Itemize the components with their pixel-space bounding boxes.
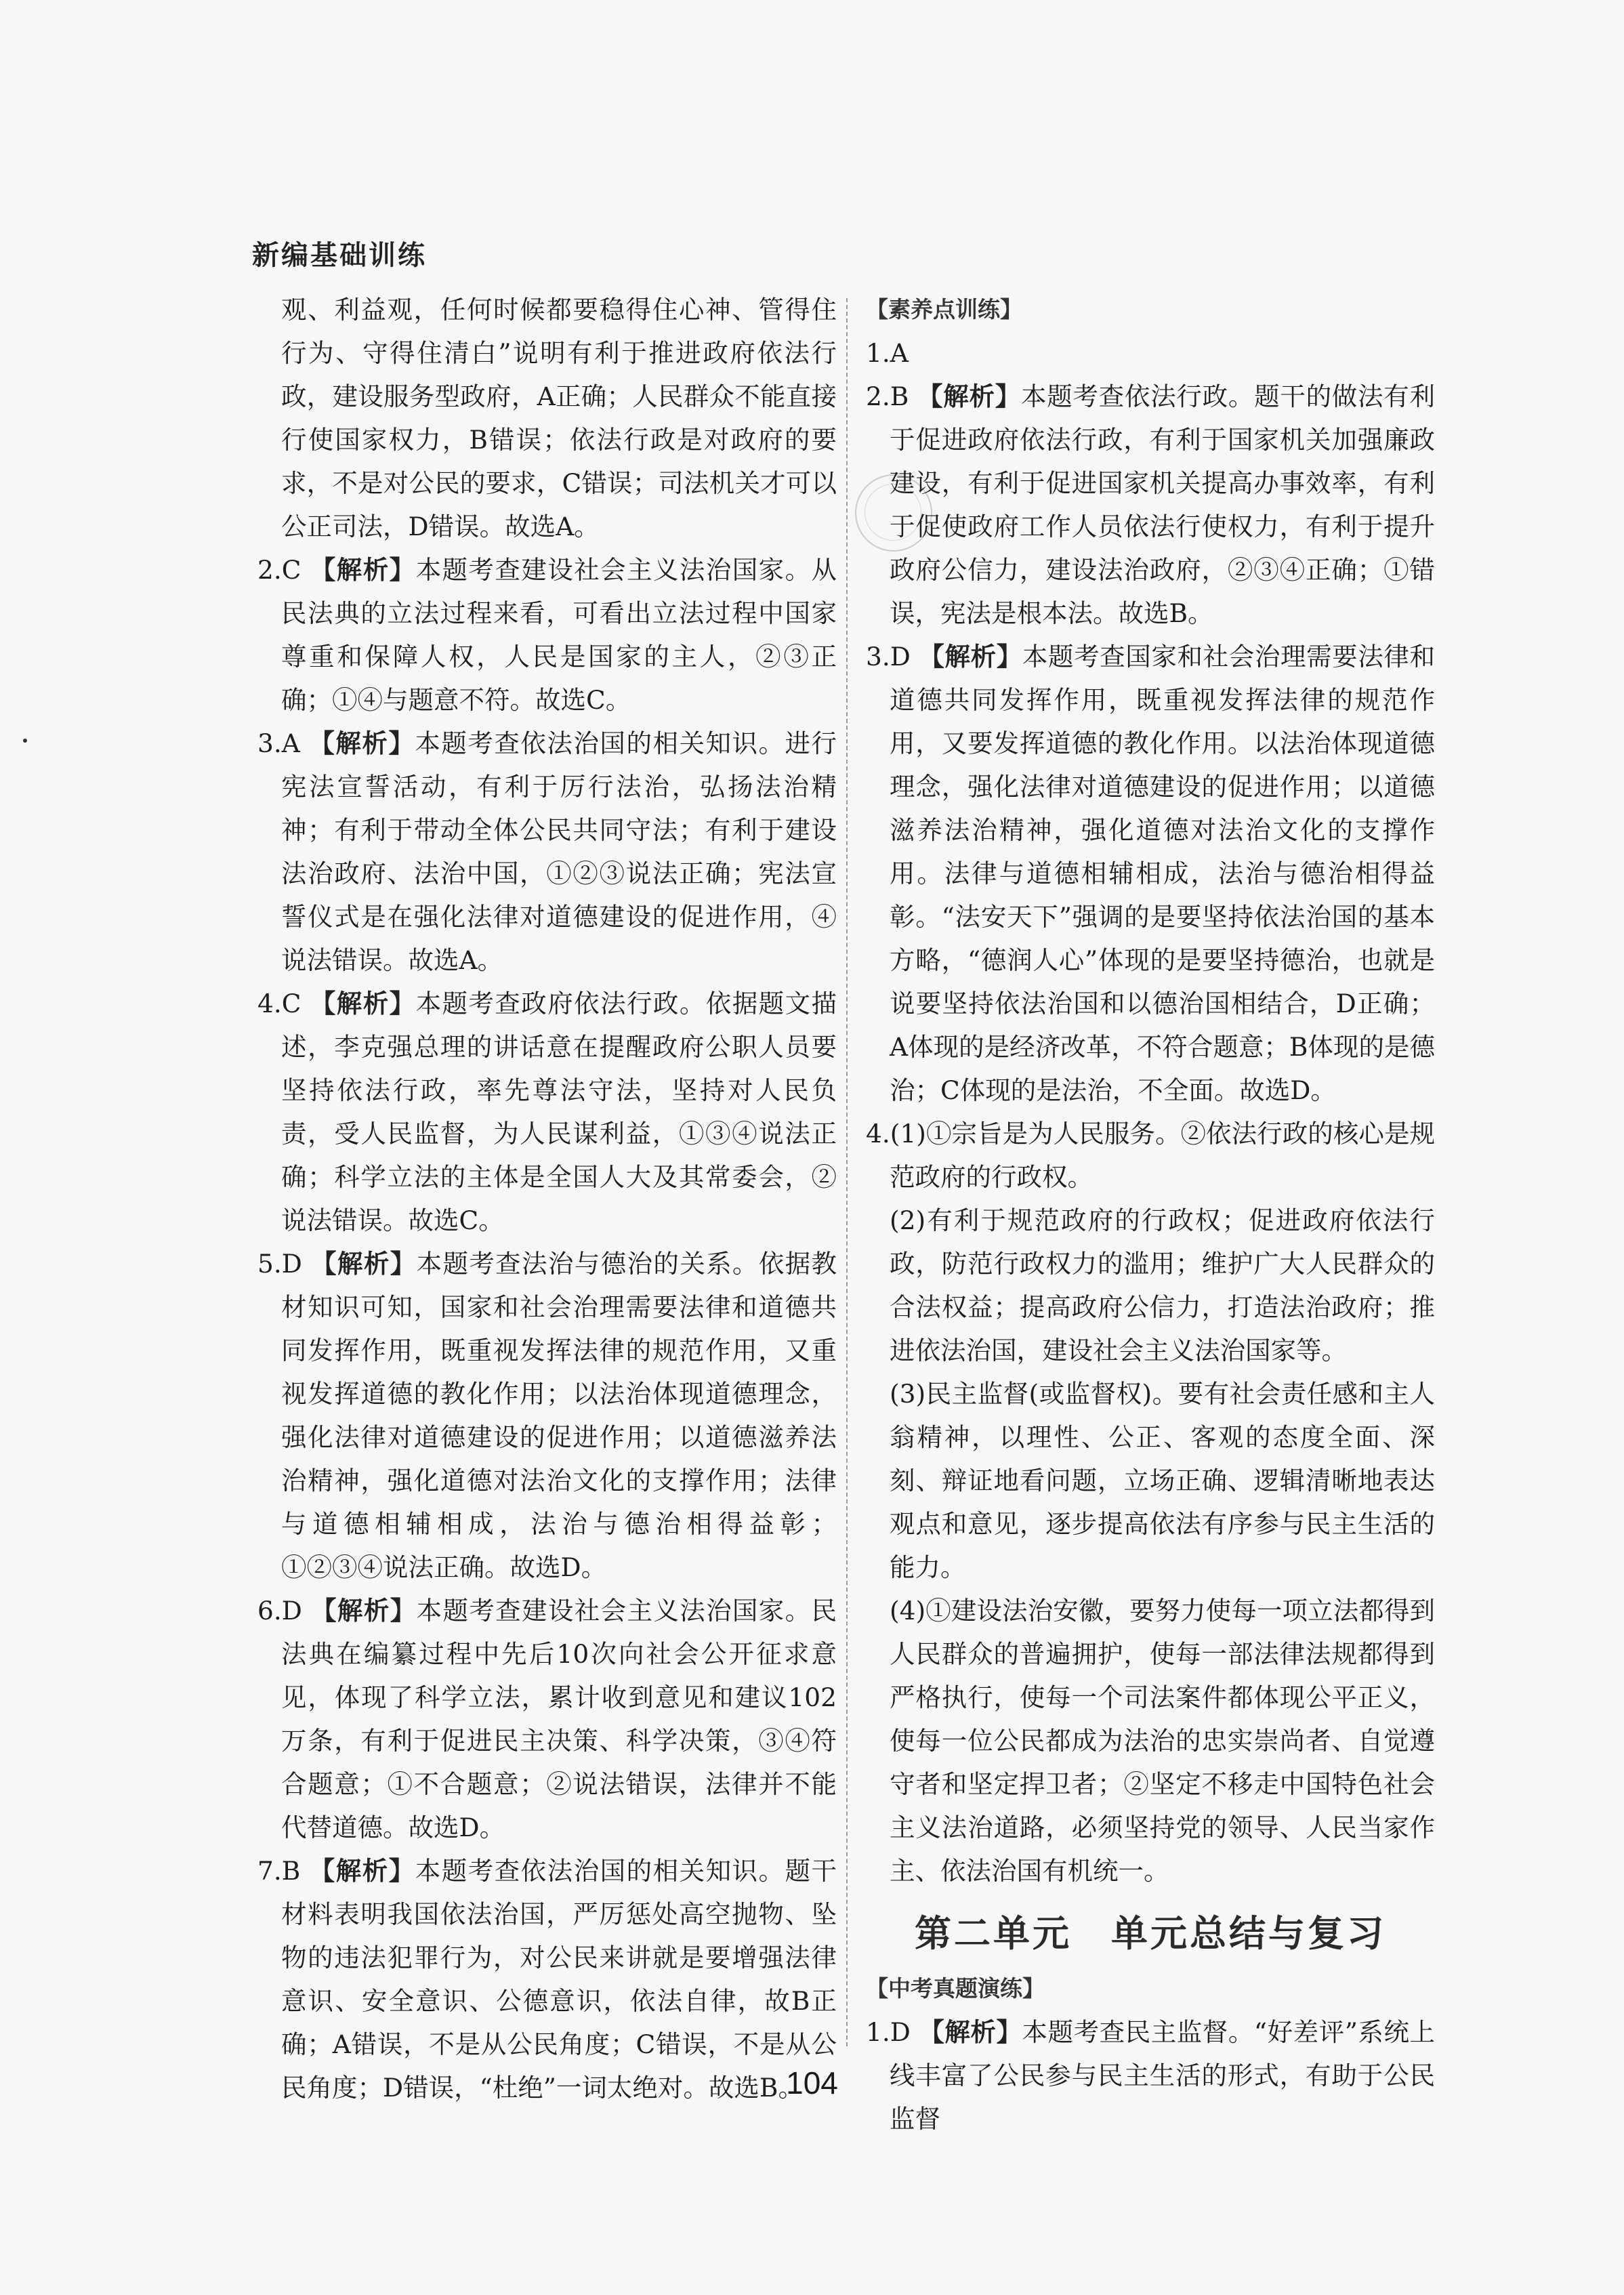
answer-subpart: (4)①建设法治安徽，要努力使每一项立法都得到人民群众的普遍拥护，使每一部法律法规都得到严格执行，使每一个司法案件都体现公平正义，使每一位公民都成为法治的忠实崇尚者、自觉遵守者和坚定捍卫者；②坚定不移走中国特色社会主义法治道路，必须坚持党的领导、人民当家作主、依法治国有机统一。 <box>890 1596 1435 1886</box>
continued-answer: 观、利益观，任何时候都要稳得住心神、管得住行为、守得住清白”说明有利于推进政府依法行政，建设服务型政府，A正确；人民群众不能直接行使国家权力，B错误；依法行政是对政府的要求，不是对公民的要求，C错误；司法机关才可以公正司法，D错误。故选A。 <box>281 295 837 541</box>
answer-number: 4.C <box>257 989 301 1018</box>
section-label-exam: 【中考真题演练】 <box>866 1975 1045 2002</box>
answer-text: (1)①宗旨是为人民服务。②依法行政的核心是规范政府的行政权。 <box>890 1119 1435 1192</box>
answer-number: 2.C <box>257 555 301 585</box>
answer-item <box>257 1589 837 1849</box>
answer-text: 本题考查法治与德治的关系。依据教材知识可知，国家和社会治理需要法律和道德共同发挥作用，既重视发挥法律的规范作用，又重视发挥道德的教化作用；以法治体现道德理念，强化法律对道德建设的促进作用；以道德滋养法治精神，强化道德对法治文化的支撑作用；法律与道德相辅相成，法治与德治相得益彰；①②③④说法正确。故选D。 <box>281 1249 837 1582</box>
left-column <box>257 288 837 2109</box>
answer-number: 6.D <box>257 1596 302 1626</box>
analysis-tag: 【解析】 <box>917 381 1021 411</box>
answer-text: 本题考查依法治国的相关知识。进行宪法宣誓活动，有利于厉行法治，弘扬法治精神；有利于带动全体公民共同守法；有利于建设法治政府、法治中国，①②③说法正确；宪法宣誓仪式是在强化法律对道德建设的促进作用，④说法错误。故选A。 <box>281 728 837 975</box>
answer-item <box>257 982 837 1242</box>
analysis-tag: 【解析】 <box>309 728 415 758</box>
answer-number: 7.B <box>257 1856 301 1886</box>
column-divider <box>846 298 848 2046</box>
analysis-tag: 【解析】 <box>311 1596 417 1626</box>
page-number: 104 <box>786 2065 838 2101</box>
answer-item <box>257 1242 837 1589</box>
answer-number: 1.A <box>866 338 909 368</box>
answer-text: 本题考查建设社会主义法治国家。从民法典的立法过程来看，可看出立法过程中国家尊重和保障人权，人民是国家的主人，②③正确；①④与题意不符。故选C。 <box>281 555 837 715</box>
answer-number: 2.B <box>866 381 909 411</box>
analysis-tag: 【解析】 <box>309 1856 415 1886</box>
answer-item <box>866 331 1435 375</box>
answer-text: 本题考查民主监督。“好差评”系统上线丰富了公民参与民主生活的形式，有助于公民监督 <box>890 2017 1436 2134</box>
answer-number: 5.D <box>257 1249 302 1279</box>
answer-number: 4. <box>866 1119 890 1149</box>
answer-item <box>257 722 837 982</box>
analysis-tag: 【解析】 <box>310 555 416 585</box>
analysis-tag: 【解析】 <box>919 2017 1022 2047</box>
answer-item <box>866 375 1435 635</box>
answer-text: 本题考查依法行政。题干的做法有利于促进政府依法行政，有利于国家机关加强廉政建设，有利于促进国家机关提高办事效率，有利于促使政府工作人员依法行使权力，有利于提升政府公信力，建设法治政府，②③④正确；①错误，宪法是根本法。故选B。 <box>890 381 1436 628</box>
answer-number: 1.D <box>866 2017 911 2047</box>
answer-item <box>257 548 837 722</box>
answer-text: 本题考查依法治国的相关知识。题干材料表明我国依法治国，严厉惩处高空抛物、坠物的违法犯罪行为，对公民来讲就是要增强法律意识、安全意识、公德意识，依法自律，故B正确；A错误，不是从公民角度；C错误，不是从公民角度；D错误，“杜绝”一词太绝对。故选B。 <box>281 1856 837 2103</box>
analysis-tag: 【解析】 <box>919 642 1022 671</box>
section-label-literacy: 【素养点训练】 <box>866 296 1022 323</box>
analysis-tag: 【解析】 <box>311 1249 417 1279</box>
answer-item <box>866 635 1435 1112</box>
unit-title: 第二单元 单元总结与复习 <box>915 1912 1386 1955</box>
answer-number: 3.A <box>257 728 300 758</box>
answer-item <box>866 1112 1435 1199</box>
answer-number: 3.D <box>866 642 911 671</box>
answer-text: 本题考查国家和社会治理需要法律和道德共同发挥作用，既重视发挥法律的规范作用，又要发挥道德的教化作用。以法治体现道德理念，强化法律对道德建设的促进作用；以道德滋养法治精神，强化道德对法治文化的支撑作用。法律与道德相辅相成，法治与德治相得益彰。“法安天下”强调的是要坚持依法治国的基本方略，“德润人心”体现的是要坚持德治，也就是说要坚持依法治国和以德治国相结合，D正确；A体现的是经济改革，不符合题意；B体现的是德治；C体现的是法治，不全面。故选D。 <box>890 642 1436 1105</box>
right-column <box>866 288 1435 2141</box>
running-header: 新编基础训练 <box>252 240 427 271</box>
answer-text: 本题考查政府依法行政。依据题文描述，李克强总理的讲话意在提醒政府公职人员要坚持依法行政，率先尊法守法，坚持对人民负责，受人民监督，为人民谋利益，①③④说法正确；科学立法的主体是全国人大及其常委会，②说法错误。故选C。 <box>281 989 837 1235</box>
answer-subpart: (3)民主监督(或监督权)。要有社会责任感和主人翁精神，以理性、公正、客观的态度全面、深刻、辩证地看问题，立场正确、逻辑清晰地表达观点和意见，逐步提高依法有序参与民主生活的能力。 <box>890 1379 1435 1582</box>
answer-subpart: (2)有利于规范政府的行政权；促进政府依法行政，防范行政权力的滥用；维护广大人民群众的合法权益；提高政府公信力，打造法治政府；推进依法治国，建设社会主义法治国家等。 <box>890 1205 1435 1365</box>
answer-text: 本题考查建设社会主义法治国家。民法典在编纂过程中先后10次向社会公开征求意见，体现了科学立法，累计收到意见和建议102万条，有利于促进民主决策、科学决策，③④符合题意；①不合题意；②说法错误，法律并不能代替道德。故选D。 <box>281 1596 837 1842</box>
analysis-tag: 【解析】 <box>310 989 416 1018</box>
print-speck <box>23 739 27 743</box>
